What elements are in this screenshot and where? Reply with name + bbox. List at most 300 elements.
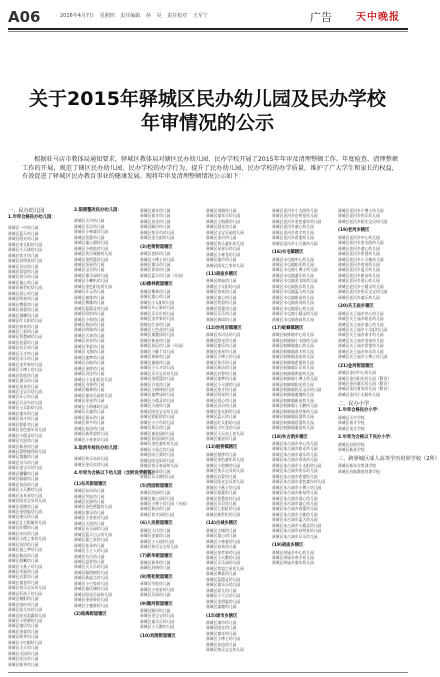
editor-name-2: 昊 (156, 13, 162, 19)
list-item: 驿城区明星幼儿园 (8, 296, 39, 302)
list-item: 驿城区小神童幼儿园 (206, 538, 241, 544)
list-item: 驿城区博雅幼儿园 (74, 300, 105, 306)
list-item: 驿城区蚁蜂镇小太阳幼儿园 (272, 337, 318, 343)
title-line-2: 年审情况的公示 (140, 112, 274, 134)
list-item: 驿城区童声幼儿园 (206, 257, 237, 263)
list-item: 驿城区小太阳幼儿园 (140, 299, 175, 305)
list-item: 驿城区育才学校 (338, 420, 365, 426)
column-1 (8, 208, 72, 667)
list-item: 驿城区金色童年幼儿园 (206, 457, 244, 463)
list-item: 驿城区幸福幼儿园 (8, 568, 39, 574)
list-item: 驿城区育英幼儿园 (206, 544, 237, 550)
list-item: 驿城区关王庙乡希望幼儿园 (338, 343, 384, 349)
list-item: 驿城区天才幼儿园 (8, 350, 39, 356)
list-item: 驿城区乐童幼儿园 (74, 409, 105, 415)
list-item: 驿城区蚁蜂镇小博士幼儿园 (272, 376, 318, 382)
list-item: 驿城区快乐宝宝幼儿园 (206, 647, 244, 653)
column-5 (272, 208, 336, 566)
list-item: 驿城区博爱幼儿园 (206, 571, 237, 577)
list-item: 驿城区雏鹰幼儿园 (8, 312, 39, 318)
list-item: 驿城区快乐童年幼儿园 (206, 240, 244, 246)
list-item: 驿城区新星学校 (338, 446, 365, 452)
subsection-heading: (7)新华街道辖区 (140, 553, 173, 559)
list-item: 驿城区童年幼儿园 (8, 410, 39, 416)
subsection-heading: 4.年审为合格以下幼儿园（含附设学前班）： (74, 471, 159, 477)
list-item: 驿城区阳光幼儿园 (206, 337, 237, 343)
list-item: 驿城区小树林幼儿园 (140, 386, 175, 392)
list-item: 驿城区乐乐熊幼儿园 (140, 474, 175, 480)
list-item: 驿城区蚁蜂镇中心幼儿园 (272, 332, 314, 338)
list-item: 驿城区关王庙乡中心幼儿园 (338, 310, 384, 316)
list-item: 驿城区老河乡育才幼儿园 (272, 229, 314, 235)
list-item: 驿城区童心幼儿园 (140, 294, 171, 300)
list-item: 驿城区新星幼儿园 (140, 337, 171, 343)
list-item: 驿城区新世纪幼儿园 (206, 511, 241, 517)
list-item: 驿城区七色花幼儿园 (140, 326, 175, 332)
list-item: 驿城区小太阳幼儿园 (206, 283, 241, 289)
list-item: 驿城区春晖幼儿园 (140, 354, 171, 360)
list-item: 驿城区水屯镇阳光幼儿园 (272, 262, 314, 268)
list-item: 驿城区胡庙乡育才幼儿园 (272, 555, 314, 560)
list-item: 驿城区胡庙乡中心幼儿园 (272, 549, 314, 555)
list-item: 驿城区阳光乐园幼儿园 (74, 591, 112, 597)
list-item: 驿城区蓝精灵幼儿园 (206, 576, 241, 582)
subsection-heading: (3)老街街道辖区 (140, 244, 173, 250)
list-item: 驿城区沙河店幼儿园 (206, 332, 241, 338)
list-item: 驿城区金童幼儿园 (8, 628, 39, 634)
list-item: 驿城区蚁蜂镇蓓蕾幼儿园 (272, 419, 314, 425)
subsection-heading: 1.年审合格民办幼儿园： (8, 215, 56, 220)
list-item: 驿城区西园幼儿园 (140, 490, 171, 496)
list-item: 驿城区小神童幼儿园 (74, 229, 109, 235)
list-item: 驿城区东方幼儿园 (8, 345, 39, 351)
list-item: 驿城区宝宝乐幼儿园 (8, 389, 43, 394)
list-item: 驿城区关王庙乡小博士幼儿园 (338, 354, 388, 360)
list-item: 驿城区小不点幼儿园 (206, 593, 241, 599)
list-item: 驿城区晨曦幼儿园 (8, 558, 39, 564)
list-item: 驿城区东风幼儿园 (74, 488, 105, 494)
list-item: 驿城区童话城幼儿园 (74, 586, 109, 592)
list-item: 驿城区启明幼儿园 (140, 565, 171, 571)
list-item: 驿城区未来星幼儿园 (8, 492, 43, 498)
list-item: 驿城区乐贝幼儿园 (74, 223, 105, 229)
list-item: 驿城区育英幼儿园 (206, 289, 237, 295)
list-item: 驿城区贝乐幼儿园 (8, 459, 39, 465)
list-item: 驿城区小天鹅幼儿园 (8, 487, 43, 493)
list-item: 驿城区金河阳光幼儿园（附设） (338, 375, 392, 381)
list-item: 驿城区一中幼儿园 (8, 225, 39, 231)
list-item: 驿城区小荷幼儿园 (74, 316, 105, 322)
list-item: 驿城区关王庙乡金星幼儿园 (338, 337, 384, 343)
list-item: 驿城区金星幼儿园 (74, 398, 105, 404)
list-item: 驿城区朱古洞乡希望幼儿园 (272, 473, 318, 479)
subsection-heading: (16)水屯镇辖区 (272, 250, 304, 256)
list-item: 驿城区蓓蕾幼儿园 (74, 234, 105, 240)
list-item: 驿城区育苗幼儿园 (74, 425, 105, 431)
page-number: A06 (8, 8, 41, 26)
list-item: 驿城区朱古洞乡中心幼儿园 (272, 440, 318, 446)
list-item: 驿城区顺河幼儿园 (140, 224, 171, 230)
list-item: 驿城区育英幼儿园 (140, 267, 171, 273)
list-item: 驿城区快乐幼儿园 (8, 274, 39, 280)
subsection-heading: (5)西园街道辖区 (140, 483, 173, 489)
subsection-heading: (14)古城乡辖区 (206, 521, 238, 527)
list-item: 驿城区启明星幼儿园 (8, 258, 43, 264)
list-item: 驿城区小哈佛幼儿园 (206, 462, 241, 468)
list-item: 驿城区朱古洞乡天使幼儿园 (272, 511, 318, 517)
list-item: 驿城区书香幼儿园 (74, 382, 105, 387)
list-item: 驿城区快乐家园幼儿园 (140, 463, 178, 469)
subsection-heading: (18)朱古洞乡辖区 (272, 434, 308, 440)
list-item: 驿城区老河乡小精灵幼儿园 (338, 283, 384, 289)
list-item: 驿城区恒星幼儿园 (74, 262, 105, 268)
list-item: 驿城区实验幼儿园 (8, 438, 39, 444)
list-item: 驿城区金宝宝幼儿园 (140, 613, 175, 619)
page-header (0, 0, 415, 30)
list-item: 驿城区小燕子幼儿园 (8, 563, 43, 569)
list-item: 驿城区乐贝幼儿园 (206, 500, 237, 506)
list-item: 驿城区小博士幼儿园（分园） (140, 500, 190, 506)
list-item: 驿城区育苗幼儿园 (206, 641, 237, 647)
list-item: 驿城区胡庙乡童年幼儿园 (272, 560, 314, 566)
list-item: 驿城区蚁蜂镇乐乐幼儿园 (272, 365, 314, 371)
list-item: 驿城区苗苗幼儿园 (8, 481, 39, 487)
list-item: 驿城区新苗幼儿园 (140, 506, 171, 512)
list-item: 驿城区七彩虹幼儿园 (206, 506, 241, 512)
list-item: 驿城区小太阳花幼儿园 (74, 376, 112, 382)
subsection-heading: (12)沙河店镇辖区 (206, 326, 242, 332)
list-item: 驿城区关王庙乡快乐幼儿园 (338, 348, 384, 354)
list-item: 驿城区金童幼儿园 (140, 533, 171, 539)
list-item: 驿城区阳光宝宝幼儿园 (140, 408, 178, 414)
list-item: 驿城区天天幼儿园 (8, 645, 39, 651)
list-item: 驿城区绿叶幼儿园 (8, 601, 39, 607)
list-item: 驿城区古城幼儿园 (206, 527, 237, 533)
list-item: 驿城区童梦幼儿园 (74, 354, 105, 360)
list-item: 驿城区朱古洞乡童乐幼儿园 (272, 451, 318, 457)
list-item: 驿城区童梦园幼儿园 (140, 392, 175, 398)
list-item: 驿城区七彩幼儿园 (8, 329, 39, 335)
list-item: 驿城区育才幼儿园 (8, 252, 39, 258)
subsection-heading: 3.取消年检民办幼儿园： (74, 445, 122, 451)
list-item: 驿城区刘阁幼儿园 (206, 208, 237, 213)
list-item: 驿城区朱古洞乡爱心幼儿园 (272, 495, 318, 501)
list-item: 驿城区乖乖幼儿园 (140, 468, 171, 474)
list-item: 驿城区希望幼儿园 (206, 300, 237, 306)
list-item: 驿城区朱古洞乡蓝天幼儿园 (272, 517, 318, 523)
issue-date: 2016年4月7日 (60, 13, 95, 19)
list-item: 驿城区阳光幼儿园 (8, 236, 39, 242)
list-item: 驿城区欢乐幼儿园 (140, 425, 171, 431)
list-item: 驿城区金太阳幼儿园 (8, 241, 43, 247)
list-item: 驿城区快乐岛幼儿园 (74, 456, 109, 462)
list-item: 驿城区小喇叭幼儿园 (74, 278, 109, 284)
list-item: 驿城区金色摇篮幼儿园 (74, 504, 112, 510)
list-item: 驿城区朱古洞乡乐乐幼儿园 (272, 533, 318, 539)
list-item: 驿城区蚁蜂镇新苗幼儿园 (272, 397, 314, 403)
list-item: 驿城区星星乐幼儿园 (206, 246, 241, 252)
list-item: 驿城区新苗幼儿园 (8, 552, 39, 558)
list-item: 驿城区博爱幼儿园 (8, 301, 39, 307)
list-item: 驿城区童心幼儿园 (8, 279, 39, 285)
list-item: 驿城区童心圆幼儿园 (74, 240, 109, 246)
list-item: 驿城区板桥幼儿园 (206, 451, 237, 457)
list-item: 驿城区智慧星幼儿园 (206, 495, 241, 501)
list-item: 驿城区小主人幼儿园 (74, 548, 109, 554)
list-item: 驿城区小博士幼儿园 (140, 256, 175, 262)
list-item: 驿城区小脚丫幼儿园 (140, 348, 175, 354)
subsection-heading: (19)胡庙乡辖区 (272, 543, 304, 549)
list-item: 驿城区天天向上幼儿园 (206, 430, 244, 436)
proofreader-name: 王军宁 (192, 13, 208, 19)
list-item: 驿城区朱古洞乡小博士幼儿园 (272, 484, 322, 490)
list-item: 驿城区花朵幼儿园 (74, 542, 105, 548)
list-item: 驿城区水屯镇育英幼儿园 (272, 300, 314, 306)
subsection-heading: (1)东风街道辖区 (74, 481, 107, 487)
list-item: 驿城区小雨点幼儿园 (140, 446, 175, 452)
list-item: 驿城区贝贝幼儿园 (8, 263, 39, 269)
list-item: 驿城区明珠幼儿园 (74, 327, 105, 333)
list-item: 驿城区华夏幼儿园 (74, 343, 105, 349)
list-item: 驿城区快乐鸟幼儿园 (140, 229, 175, 235)
list-item: 驿城区小精灵幼儿园 (140, 397, 175, 403)
subsection-heading: (10)刘阁街道辖区 (140, 633, 176, 639)
list-item: 驿城区金摇篮幼儿园 (140, 376, 175, 382)
list-item: 驿城区顺河幼儿园 (140, 608, 171, 614)
list-item: 驿城区老河乡快乐宝宝幼儿园 (338, 289, 388, 295)
list-item: 驿城区金贝贝幼儿园 (74, 461, 109, 467)
header-rule (8, 28, 408, 30)
list-item: 驿城区小神龙幼儿园 (206, 251, 241, 257)
subsection-heading: (9)顺河街道辖区 (140, 601, 173, 607)
list-item: 驿城区童心幼儿园 (206, 294, 237, 300)
list-item: 驿城区乐园幼儿园 (8, 650, 39, 656)
article-intro: 根据驻马店市教体局通知要求，驿城区教体局对辖区民办幼儿园、民办学校开展了2015年年审及清理整顿工作。年度检查、清理整顿工作的开展，规范了辖区民办幼儿园、民办学校的办学行为，提升了民办幼儿园、民办学校的办学质量，维护了广大学生和家长的权益，有效促进了驿城区民办教育事业的健康发展。现将年审及清理整顿情况公示如下： (22, 156, 398, 181)
list-item: 驿城区宏源幼儿园 (74, 499, 105, 505)
list-item: 驿城区乐乐宝贝幼儿园 (140, 370, 178, 376)
list-item: 驿城区爱德幼儿园 (8, 503, 39, 509)
list-item: 驿城区飞翔幼儿园 (74, 349, 105, 355)
list-item: 驿城区亲亲幼儿园 (74, 338, 105, 344)
list-item: 驿城区老河乡金太阳幼儿园 (338, 240, 384, 246)
list-item: 驿城区快乐宝贝幼儿园 (206, 468, 244, 474)
list-item: 驿城区小红帽幼儿园 (8, 639, 43, 645)
list-item: 驿城区春蕾幼儿园 (206, 490, 237, 496)
list-item: 驿城区明星幼儿园 (206, 392, 237, 398)
list-item: 驿城区小太阳幼儿园 (8, 405, 43, 411)
list-item: 驿城区朱古洞乡阳光幼儿园 (272, 446, 318, 452)
list-item: 驿城区小海豚幼儿园 (74, 403, 109, 409)
list-item: 驿城区阳光之家幼儿园 (206, 262, 244, 268)
list-item: 驿城区英才学校 (338, 425, 365, 431)
list-item: 驿城区向日葵幼儿园 (140, 452, 175, 458)
list-item: 驿城区童话幼儿园 (8, 623, 39, 629)
list-item: 驿城区希望幼儿园 (8, 269, 39, 275)
list-item: 驿城区育才幼儿园 (206, 386, 237, 392)
list-item: 驿城区天使之家幼儿园 (8, 536, 46, 542)
list-item: 驿城区童乐幼儿园 (8, 378, 39, 384)
newspaper-logo: 天中晚报 (356, 12, 400, 23)
list-item: 驿城区智慧树幼儿园 (8, 334, 43, 340)
list-item: 驿城区益智幼儿园 (74, 559, 105, 564)
list-item: 驿城区老河乡金色童年幼儿园 (272, 218, 322, 224)
list-item: 驿城区小海燕幼儿园 (206, 218, 241, 224)
list-item: 驿城区童年乐幼儿园 (206, 213, 241, 219)
list-item: 驿城区小天鹅幼儿园 (140, 624, 175, 630)
list-item: 驿城区小天使幼儿园 (206, 381, 241, 387)
list-item: 驿城区雪松幼儿园 (140, 581, 171, 587)
list-item: 驿城区蓓蕾幼儿园 (206, 305, 237, 311)
issue-weekday: 星期四 (99, 13, 115, 19)
section-heading: 二、民办小学 (338, 401, 370, 408)
list-item: 驿城区童心幼儿园 (206, 533, 237, 539)
list-item: 驿城区水屯镇快乐幼儿园 (272, 283, 314, 289)
list-item: 驿城区老街幼儿园 (140, 251, 171, 257)
list-item: 驿城区老河乡启明星幼儿园 (272, 213, 318, 219)
list-item: 驿城区小小鸟幼儿园 (140, 419, 175, 425)
list-item: 驿城区金色童年幼儿园 (8, 427, 46, 433)
list-item: 驿城区阳光雨幼儿园 (140, 457, 175, 463)
list-item: 驿城区育苗园幼儿园 (140, 436, 175, 442)
list-item: 驿城区乐乐园幼儿园 (206, 560, 241, 566)
list-item: 驿城区金星幼儿园 (206, 348, 237, 354)
list-item: 驿城区老河乡小天使幼儿园 (272, 240, 318, 246)
list-item: 驿城区双语幼儿园 (8, 541, 39, 547)
list-item: 驿城区老河乡蓝天幼儿园 (338, 267, 380, 273)
list-item: 驿城区馨馨幼儿园 (8, 470, 39, 476)
list-item: 驿城区关王庙乡育才幼儿园 (338, 332, 384, 338)
list-item: 驿城区嘉禾幼儿园 (74, 414, 105, 420)
list-item: 驿城区阳光雨露幼儿园 (8, 612, 46, 618)
list-item: 驿城区金钥匙幼儿园 (8, 508, 43, 514)
list-item: 驿城区金河童乐幼儿园（附设） (338, 381, 392, 386)
list-item: 驿城区童欣幼儿园 (74, 294, 105, 300)
list-item: 驿城区关王庙乡小太阳幼儿园 (338, 326, 388, 332)
list-item: 驿城区天中幼儿园 (74, 218, 105, 224)
list-item: 驿城区关王庙乡阳光幼儿园 (338, 316, 384, 322)
list-item: 驿城区新华幼儿园 (140, 559, 171, 565)
subsection-heading: (20)关王庙乡辖区 (338, 304, 374, 310)
list-item: 驿城区童趣幼儿园 (206, 604, 237, 610)
list-item: 驿城区新苗幼儿园 (206, 365, 237, 371)
list-item: 驿城区启航教育培训学校 (338, 468, 380, 474)
list-item: 驿城区蓝精灵幼儿园 (74, 305, 109, 311)
list-item: 驿城区老河乡新苗幼儿园 (338, 272, 380, 278)
list-item: 驿城区百灵鸟幼儿园 (8, 399, 43, 405)
list-item: 驿城区朱古洞乡新星幼儿园 (272, 490, 318, 496)
title-line-1: 关于2015年驿城区民办幼儿园及民办学校 (29, 88, 386, 110)
article-title (0, 88, 415, 134)
list-item: 驿城区童之星幼儿园 (74, 537, 109, 543)
list-item: 驿城区童星园幼儿园 (140, 430, 175, 436)
list-item: 驿城区东风幼儿园 (8, 530, 39, 536)
section-label: 广告 (310, 11, 332, 24)
list-item: 驿城区希望之星幼儿园 (206, 565, 244, 571)
list-item: 驿城区蚁蜂镇金苹果幼儿园 (272, 408, 318, 414)
list-item: 驿城区诸市幼儿园 (206, 619, 237, 625)
subsection-heading: 2.年审为合格以下民办小学： (338, 435, 395, 441)
list-item: 驿城区晨光幼儿园 (206, 224, 237, 230)
list-item: 驿城区蚁蜂镇明星幼儿园 (272, 370, 314, 376)
list-item: 驿城区春雨幼儿园 (206, 316, 237, 322)
proofreader-label: 责任校对 (167, 13, 188, 19)
list-item: 驿城区小哈佛幼儿园 (8, 618, 43, 624)
list-item: 驿城区启明学校 (338, 441, 365, 447)
list-item: 驿城区老河乡小太阳幼儿园 (272, 208, 318, 213)
list-item: 驿城区蚁蜂镇金星幼儿园 (272, 354, 314, 360)
list-item: 驿城区爱儿坊幼儿园 (8, 607, 43, 613)
list-item: 驿城区童乐幼儿园 (206, 343, 237, 349)
section-heading: 三、跨驿城区成人高等学历培训学校（2所） (338, 456, 440, 463)
list-item: 驿城区水屯镇小精灵幼儿园 (272, 311, 318, 317)
list-item: 驿城区新世纪幼儿园 (8, 285, 43, 291)
list-item: 驿城区童乐乐幼儿园 (140, 618, 175, 624)
list-item: 驿城区童画幼儿园 (140, 359, 171, 365)
subsection-heading: (19)老河乡辖区 (338, 228, 370, 234)
list-item: 驿城区童趣园幼儿园 (140, 332, 175, 338)
list-item: 驿城区小星星幼儿园 (140, 586, 175, 592)
list-item: 驿城区蓝天幼儿园（分园） (140, 272, 186, 278)
list-item: 驿城区关王庙乡童心幼儿园 (338, 321, 384, 327)
list-item: 驿城区蓝天幼儿园 (206, 414, 237, 420)
list-item: 驿城区好孩子幼儿园 (8, 590, 43, 596)
list-item: 驿城区水屯镇春苗幼儿园 (272, 316, 314, 322)
list-item: 驿城区蚁蜂镇童趣幼儿园 (272, 392, 314, 398)
list-item: 驿城区小博士幼儿园 (206, 636, 241, 642)
list-item: 驿城区金太阳幼儿园 (206, 408, 241, 414)
list-item: 驿城区金河中心幼儿园 (338, 370, 376, 376)
list-item: 驿城区小金星幼儿园 (74, 515, 109, 521)
list-item: 驿城区水屯镇小博士幼儿园 (272, 267, 318, 273)
list-item: 驿城区彩虹幼儿园 (8, 421, 39, 427)
list-item: 驿城区星星幼儿园 (8, 383, 39, 389)
footer-rule (8, 672, 408, 673)
list-item: 驿城区贝佳幼儿园 (74, 371, 105, 377)
list-item: 驿城区童乐幼儿园 (140, 262, 171, 268)
list-item: 驿城区小燕子幼儿园 (206, 484, 241, 490)
list-item: 驿城区小白兔幼儿园 (74, 580, 109, 586)
subsection-heading: (8)雪松街道辖区 (140, 574, 173, 580)
list-item: 驿城区金河小太阳幼儿园 (338, 391, 380, 397)
list-item: 驿城区童趣幼儿园 (8, 454, 39, 460)
list-item: 驿城区朱古洞乡启明星幼儿园 (272, 528, 322, 534)
list-item: 驿城区老河乡快乐幼儿园 (338, 213, 380, 219)
list-item: 驿城区蚁蜂镇启蒙幼儿园 (272, 414, 314, 420)
list-item: 驿城区老河乡育英幼儿园 (338, 262, 380, 268)
list-item: 驿城区童心园幼儿园 (140, 495, 175, 501)
list-item: 驿城区童乐园幼儿园 (74, 272, 109, 278)
list-item: 驿城区金色阳光幼儿园 (74, 283, 112, 289)
list-item: 驿城区老河乡童乐幼儿园 (338, 294, 380, 300)
list-item: 驿城区橡林幼儿园 (140, 288, 171, 294)
subsection-heading: (4)橡林街道辖区 (140, 282, 173, 288)
list-item: 驿城区童梦幼儿园 (206, 376, 237, 382)
list-item: 驿城区聪明树幼儿园 (74, 569, 109, 575)
list-item: 驿城区蚁蜂镇童心幼儿园 (272, 343, 314, 349)
list-item: 驿城区新华幼儿园 (8, 661, 39, 667)
editor-label: 责任编辑 (120, 13, 141, 19)
list-item: 驿城区童年乐园幼儿园 (74, 392, 112, 398)
list-item: 驿城区金色童年幼儿园 (140, 441, 178, 447)
list-item: 驿城区天真幼儿园 (74, 332, 105, 338)
list-item: 驿城区启智幼儿园 (206, 370, 237, 376)
list-item: 驿城区童之梦幼儿园 (8, 547, 43, 553)
list-item: 驿城区小天使幼儿园 (8, 247, 43, 253)
list-item: 驿城区金贝幼儿园 (206, 235, 237, 241)
list-item: 驿城区乐乐园幼儿园 (74, 526, 109, 532)
list-item: 驿城区萌芽幼儿园 (8, 634, 39, 640)
list-item: 驿城区乐贝尔幼儿园 (140, 310, 175, 316)
